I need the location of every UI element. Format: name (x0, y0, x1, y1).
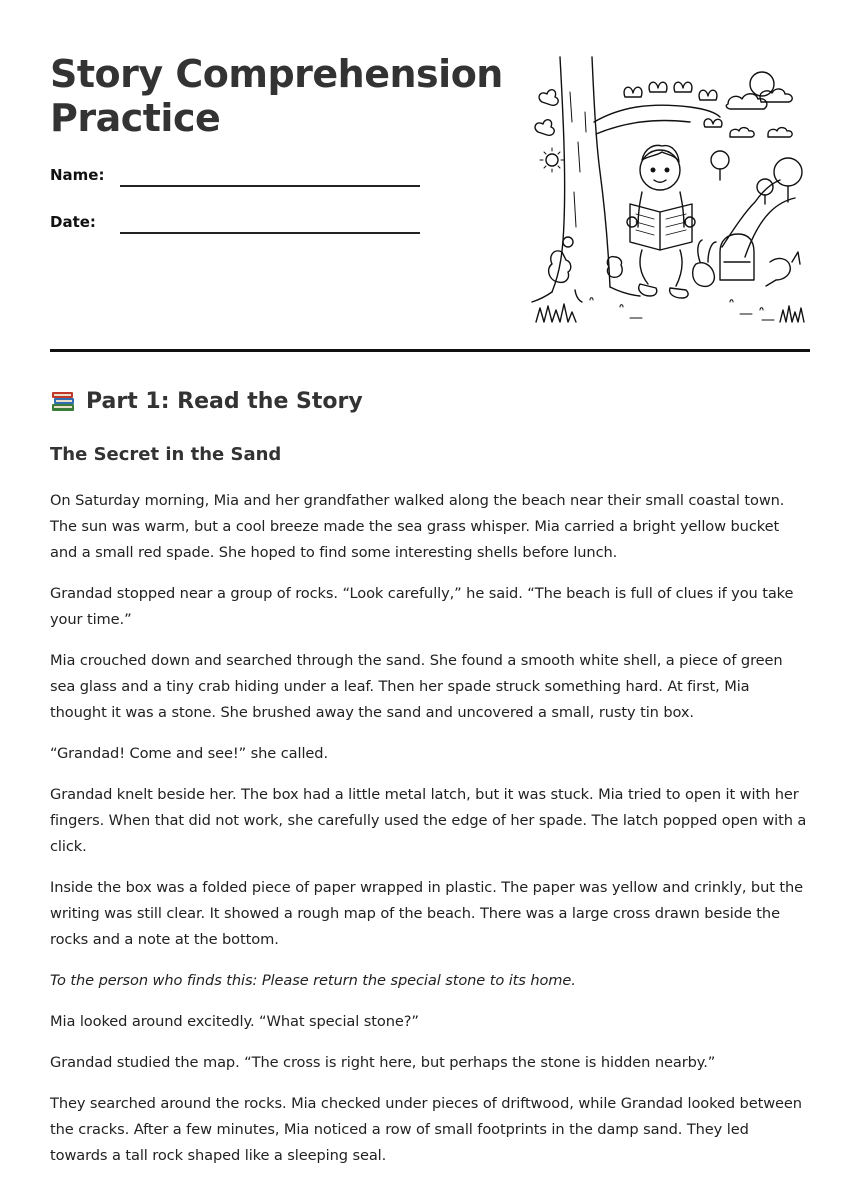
story-paragraph: Grandad studied the map. “The cross is right here, but perhaps the stone is hidden nearby.” (50, 1054, 716, 1071)
story-paragraph: Mia looked around excitedly. “What special stone?” (50, 1013, 419, 1030)
header-divider (50, 349, 810, 352)
date-line[interactable] (120, 232, 420, 234)
boy-reading-under-tree-illustration (530, 52, 812, 334)
story-title: The Secret in the Sand (50, 444, 282, 465)
story-paragraph: Grandad stopped near a group of rocks. “Look carefully,” he said. “The beach is full of clues if you take your time.” (50, 585, 794, 628)
story-paragraph: Mia crouched down and searched through the sand. She found a smooth white shell, a piece of green sea glass and a tiny crab hiding under a leaf. Then her spade struck something hard. At first, Mia thought it was a stone. She brushed away the sand and uncovered a small, rusty tin box. (50, 652, 783, 721)
name-line[interactable] (120, 185, 420, 187)
story-paragraph: Grandad knelt beside her. The box had a little metal latch, but it was stuck. Mia tried to open it with her fingers. When that did not work, she carefully used the edge of her spade. The latch popped open with a click. (50, 786, 807, 855)
story-paragraph: Inside the box was a folded piece of paper wrapped in plastic. The paper was yellow and crinkly, but the writing was still clear. It showed a rough map of the beach. There was a large cross drawn beside the rocks and a note at the bottom. (50, 879, 804, 948)
part1-heading-text: Part 1: Read the Story (86, 388, 363, 414)
date-label: Date: (50, 213, 96, 231)
map-note: To the person who finds this: Please return the special stone to its home. (50, 972, 576, 989)
story-paragraph: “Grandad! Come and see!” she called. (50, 745, 328, 762)
books-icon (50, 388, 76, 414)
story-text (50, 488, 810, 1184)
story-paragraph: On Saturday morning, Mia and her grandfather walked along the beach near their small coastal town. The sun was warm, but a cool breeze made the sea grass whisper. Mia carried a bright yellow bucket and a small red spade. She hoped to find some interesting shells before lunch. (50, 492, 785, 561)
name-label: Name: (50, 166, 105, 184)
story-paragraph: They searched around the rocks. Mia checked under pieces of driftwood, while Grandad looked between the cracks. After a few minutes, Mia noticed a row of small footprints in the damp sand. They led towards a tall rock shaped like a sleeping seal. (50, 1095, 802, 1164)
name-field[interactable] (50, 166, 420, 196)
date-field[interactable] (50, 213, 420, 243)
page-title: Story Comprehension Practice (50, 52, 503, 140)
part1-heading (50, 388, 363, 414)
